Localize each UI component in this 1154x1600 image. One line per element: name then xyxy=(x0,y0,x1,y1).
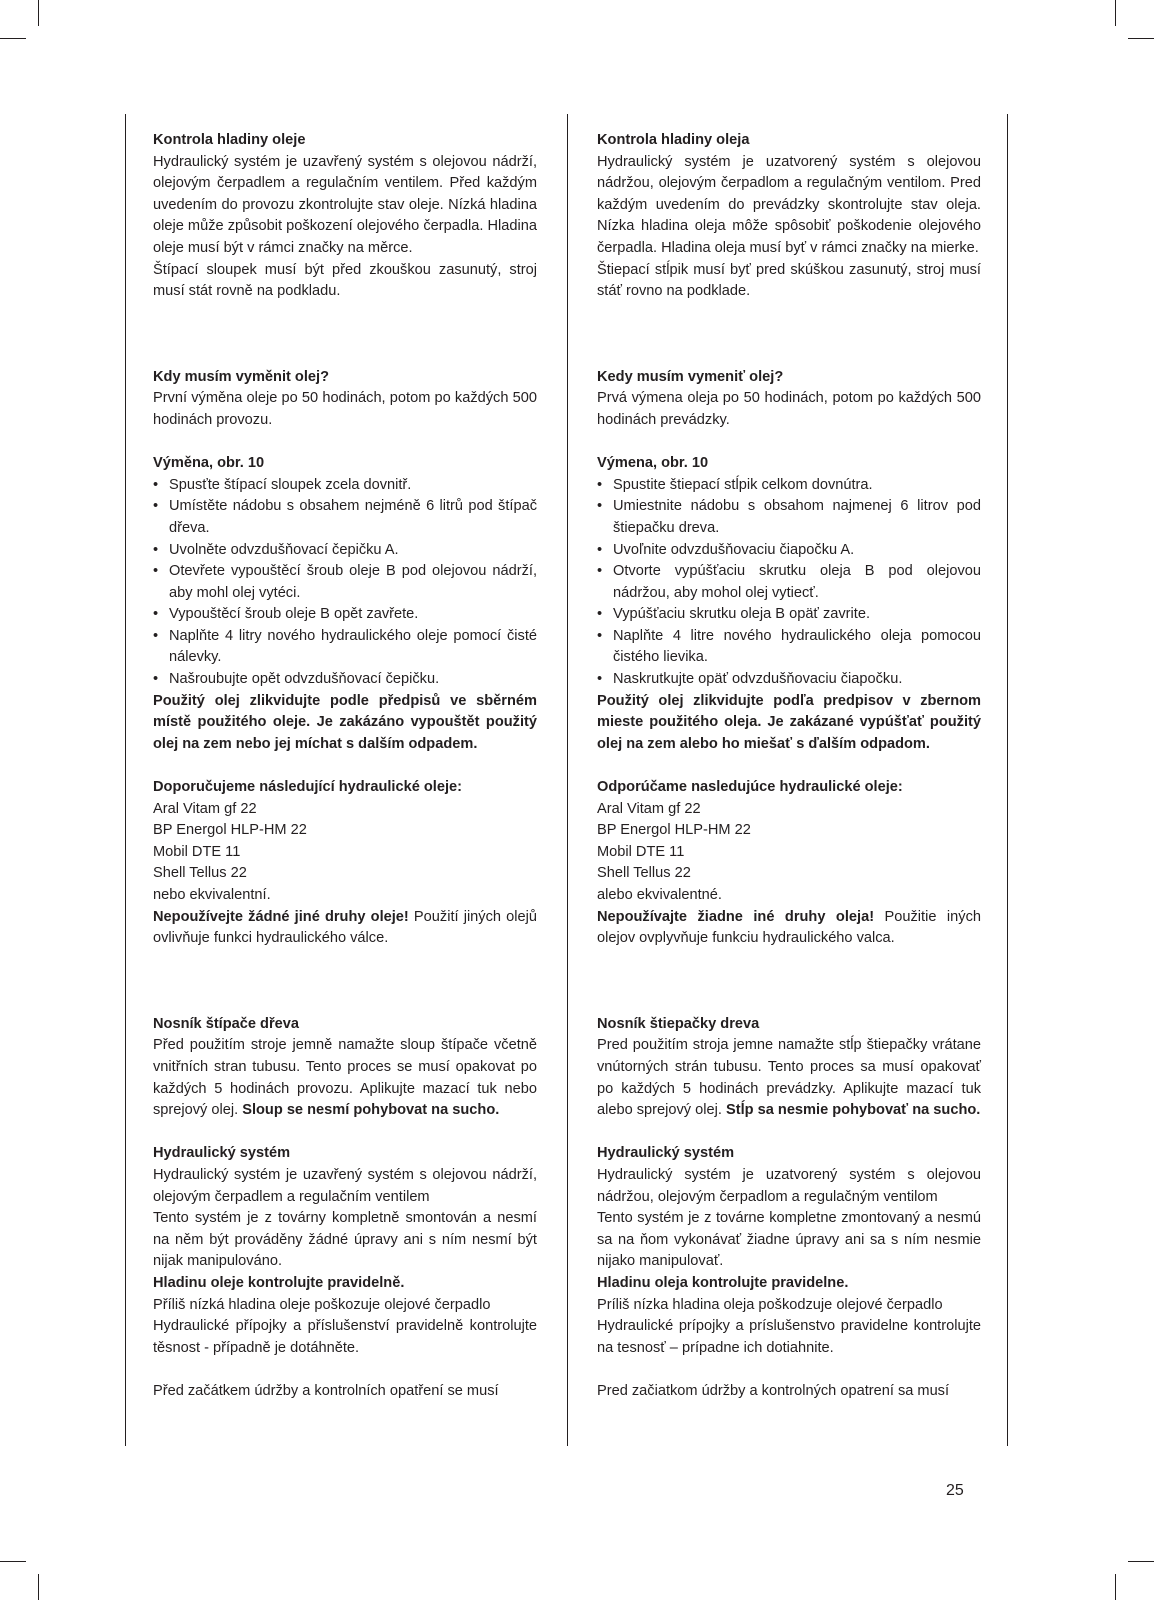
paragraph: Hydraulické prípojky a príslušenstvo pravidelne kontrolujte na tesnosť – prípadne ich dotiahnite. xyxy=(597,1318,981,1356)
list-item: • Spusťte štípací sloupek zcela dovnitř. xyxy=(153,475,537,497)
paragraph xyxy=(153,907,537,950)
paragraph: Prvá výmena oleja po 50 hodinách, potom po každých 500 hodinách prevádzky. xyxy=(597,390,981,428)
paragraph xyxy=(153,1035,537,1121)
paragraph: Příliš nízká hladina oleje poškozuje olejové čerpadlo xyxy=(153,1296,491,1313)
section-title: Kontrola hladiny oleja xyxy=(597,132,750,148)
crop-mark xyxy=(1128,1561,1154,1562)
oil-item: Mobil DTE 11 xyxy=(153,843,241,860)
list-item: • Umiestnite nádobu s obsahom najmenej 6 litrov pod štiepačku dreva. xyxy=(597,496,981,539)
section-title: Hydraulický systém xyxy=(597,1145,735,1162)
paragraph-text: Před použitím stroje jemně namažte sloup štípače včetně vnitřních stran tubusu. Tento proces se musí opakovat po každých 5 hodinách provozu. Aplikujte mazací tuk nebo sprejový olej. xyxy=(153,1037,537,1119)
paragraph-text: Pred použitím stroja jemne namažte stĺp štiepačky vrátane vnútorných strán tubusu. Tento proces sa musí opakovať po každých 5 hodinách prevádzky. Aplikujte mazací tuk alebo sprejový olej. xyxy=(597,1037,981,1119)
paragraph: Hydraulický systém je uzatvorený systém s olejovou nádržou, olejovým čerpadlom a regulačným ventilom. Pred každým uvedením do prevádzky skontrolujte stav oleja. Nízka hladina oleja môže spôsobiť poškodenie olejového čerpadla. Hladina oleja musí byť v rámci značky na mierke. xyxy=(597,153,981,256)
warning-text: Použitý olej zlikvidujte podľa predpisov v zbernom mieste použitého oleja. Je zakázané vypúšťať použitý olej na zem alebo ho miešať s ďalším odpadom. xyxy=(597,692,981,752)
section-title: Nosník štípače dřeva xyxy=(153,1015,300,1032)
crop-mark xyxy=(1115,1574,1116,1600)
paragraph: Hydraulické přípojky a příslušenství pravidelně kontrolujte těsnost - případně je dotáhněte. xyxy=(153,1318,537,1356)
paragraph: Tento systém je z továrne kompletne zmontovaný a nesmú sa na ňom vykonávať žiadne úpravy ani sa s ním nesmie nijako manipulovať. xyxy=(597,1210,981,1270)
warning-bold: Nepoužívejte žádné jiné druhy oleje! xyxy=(153,908,409,925)
section-title: Nosník štiepačky dreva xyxy=(597,1015,760,1032)
bold-line: Hladinu oleja kontrolujte pravidelne. xyxy=(597,1274,849,1291)
crop-mark xyxy=(38,1574,39,1600)
oil-item: Shell Tellus 22 xyxy=(153,865,247,882)
crop-mark xyxy=(38,0,39,26)
list-item: • Uvoľnite odvzdušňovaciu čiapočku A. xyxy=(597,540,981,562)
oil-item: BP Energol HLP-HM 22 xyxy=(153,822,307,839)
column-rule-right xyxy=(1007,114,1008,1446)
paragraph-bold: Stĺp sa nesmie pohybovať na sucho. xyxy=(726,1102,981,1119)
warning-rest: Použití jiných olejů ovlivňuje funkci hydraulického válce. xyxy=(153,908,537,947)
section-title: Doporučujeme následující hydraulické oleje: xyxy=(153,779,462,796)
list-item: • Vypúšťaciu skrutku oleja B opäť zavrite. xyxy=(597,604,981,626)
paragraph: Príliš nízka hladina oleja poškodzuje olejové čerpadlo xyxy=(597,1296,943,1313)
list-item: • Uvolněte odvzdušňovací čepičku A. xyxy=(153,540,537,562)
oil-item: Shell Tellus 22 xyxy=(597,865,691,882)
warning-rest: Použitie iných olejov ovplyvňuje funkciu hydraulického valca. xyxy=(597,908,981,947)
crop-mark xyxy=(0,38,26,39)
section-title: Výměna, obr. 10 xyxy=(153,455,265,472)
paragraph: Před začátkem údržby a kontrolních opatření se musí xyxy=(153,1382,499,1399)
list-item: • Naplňte 4 litre nového hydraulického oleja pomocou čistého lievika. xyxy=(597,626,981,669)
oil-item: nebo ekvivalentní. xyxy=(153,887,271,903)
paragraph: Štiepací stĺpik musí byť pred skúškou zasunutý, stroj musí stáť rovno na podklade. xyxy=(597,261,981,300)
list-item: • Umístěte nádobu s obsahem nejméně 6 litrů pod štípač dřeva. xyxy=(153,496,537,539)
crop-mark xyxy=(1115,0,1116,26)
oil-item: Mobil DTE 11 xyxy=(597,843,685,860)
section-title: Kdy musím vyměnit olej? xyxy=(153,368,329,385)
list-item: • Otevřete vypouštěcí šroub oleje B pod olejovou nádrží, aby mohl olej vytéci. xyxy=(153,561,537,604)
list-item: • Naskrutkujte opäť odvzdušňovaciu čiapočku. xyxy=(597,669,981,691)
section-title: Kedy musím vymeniť olej? xyxy=(597,368,784,385)
section-title: Odporúčame nasledujúce hydraulické oleje: xyxy=(597,779,903,796)
page-number: 25 xyxy=(946,1482,964,1499)
crop-mark xyxy=(1128,38,1154,39)
warning-bold: Nepoužívajte žiadne iné druhy oleja! xyxy=(597,908,875,925)
oil-item: alebo ekvivalentné. xyxy=(597,887,722,903)
right-column xyxy=(597,130,981,1402)
paragraph: První výměna oleje po 50 hodinách, potom po každých 500 hodinách provozu. xyxy=(153,390,537,428)
left-column xyxy=(153,130,537,1402)
paragraph: Hydraulický systém je uzatvorený systém s olejovou nádržou, olejovým čerpadlom a regulačným ventilom xyxy=(597,1166,981,1205)
paragraph xyxy=(597,1035,981,1121)
steps-list xyxy=(153,475,537,691)
list-item: • Vypouštěcí šroub oleje B opět zavřete. xyxy=(153,604,537,626)
section-title: Výmena, obr. 10 xyxy=(597,455,709,472)
paragraph: Tento systém je z továrny kompletně smontován a nesmí na něm být prováděny žádné úpravy ani s ním nesmí být nijak manipulováno. xyxy=(153,1210,537,1270)
list-item: • Našroubujte opět odvzdušňovací čepičku. xyxy=(153,669,537,691)
section-title: Kontrola hladiny oleje xyxy=(153,132,306,148)
paragraph: Štípací sloupek musí být před zkouškou zasunutý, stroj musí stát rovně na podkladu. xyxy=(153,261,537,300)
paragraph: Hydraulický systém je uzavřený systém s olejovou nádrží, olejovým čerpadlem a regulačním ventilem xyxy=(153,1166,537,1205)
oil-item: Aral Vitam gf 22 xyxy=(597,800,701,817)
column-rule-middle xyxy=(567,114,568,1446)
paragraph: Pred začiatkom údržby a kontrolných opatrení sa musí xyxy=(597,1382,950,1399)
oil-item: Aral Vitam gf 22 xyxy=(153,800,257,817)
paragraph: Hydraulický systém je uzavřený systém s olejovou nádrží, olejovým čerpadlem a regulačním ventilem. Před každým uvedením do provozu zkontrolujte stav oleje. Nízká hladina oleje může způsobit poškození olejového čerpadla. Hladina oleje musí být v rámci značky na měrce. xyxy=(153,153,537,256)
list-item: • Otvorte vypúšťaciu skrutku oleja B pod olejovou nádržou, aby mohol olej vytiecť. xyxy=(597,561,981,604)
section-title: Hydraulický systém xyxy=(153,1145,291,1162)
paragraph-bold: Sloup se nesmí pohybovat na sucho. xyxy=(242,1102,500,1119)
column-rule-left xyxy=(125,114,126,1446)
paragraph xyxy=(597,907,981,950)
bold-line: Hladinu oleje kontrolujte pravidelně. xyxy=(153,1274,405,1291)
warning-text: Použitý olej zlikvidujte podle předpisů ve sběrném místě použitého oleje. Je zakázáno vypouštět použitý olej na zem nebo jej míchat s dalším odpadem. xyxy=(153,692,537,752)
steps-list xyxy=(597,475,981,691)
list-item: • Naplňte 4 litry nového hydraulického oleje pomocí čisté nálevky. xyxy=(153,626,537,669)
crop-mark xyxy=(0,1561,26,1562)
list-item: • Spustite štiepací stĺpik celkom dovnútra. xyxy=(597,475,981,497)
oil-item: BP Energol HLP-HM 22 xyxy=(597,822,751,839)
